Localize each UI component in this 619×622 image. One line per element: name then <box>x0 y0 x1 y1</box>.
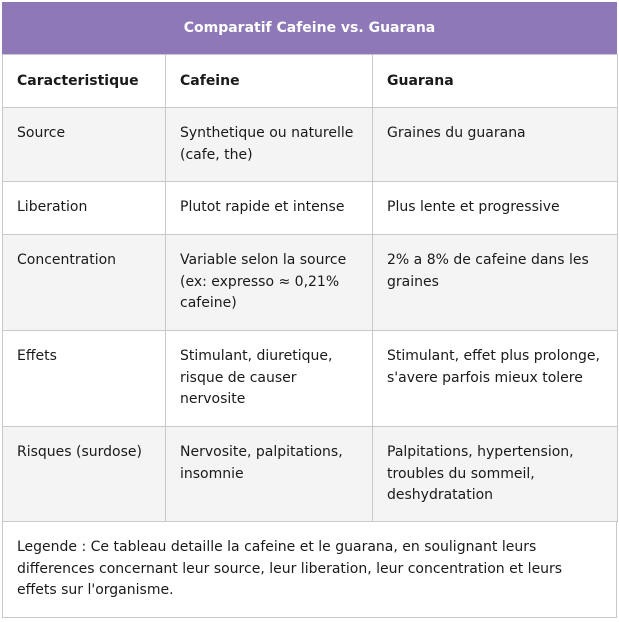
guarana-cell: 2% a 8% de cafeine dans les graines <box>373 235 618 331</box>
table-title: Comparatif Cafeine vs. Guarana <box>2 2 617 54</box>
cafeine-cell: Variable selon la source (ex: expresso ≈ 0,21% cafeine) <box>166 235 373 331</box>
cafeine-cell: Stimulant, diuretique, risque de causer nervosite <box>166 331 373 427</box>
row-label: Liberation <box>3 182 166 235</box>
table-legend: Legende : Ce tableau detaille la cafeine et le guarana, en soulignant leurs differences concernant leur source, leur liberation, leur concentration et leurs effets sur l'organisme. <box>2 522 617 618</box>
cafeine-cell: Plutot rapide et intense <box>166 182 373 235</box>
row-label: Effets <box>3 331 166 427</box>
row-label: Concentration <box>3 235 166 331</box>
cafeine-cell: Nervosite, palpitations, insomnie <box>166 427 373 522</box>
guarana-cell: Graines du guarana <box>373 108 618 182</box>
table-header-row <box>3 55 618 108</box>
comparison-table <box>2 54 618 522</box>
guarana-cell: Stimulant, effet plus prolonge, s'avere parfois mieux tolere <box>373 331 618 427</box>
cafeine-cell: Synthetique ou naturelle (cafe, the) <box>166 108 373 182</box>
table-row <box>3 182 618 235</box>
table-row <box>3 427 618 522</box>
header-caracteristique: Caracteristique <box>3 55 166 108</box>
row-label: Source <box>3 108 166 182</box>
table-row <box>3 331 618 427</box>
row-label: Risques (surdose) <box>3 427 166 522</box>
header-guarana: Guarana <box>373 55 618 108</box>
guarana-cell: Plus lente et progressive <box>373 182 618 235</box>
table-row <box>3 108 618 182</box>
guarana-cell: Palpitations, hypertension, troubles du sommeil, deshydratation <box>373 427 618 522</box>
table-row <box>3 235 618 331</box>
comparison-table-container <box>2 2 617 618</box>
header-cafeine: Cafeine <box>166 55 373 108</box>
